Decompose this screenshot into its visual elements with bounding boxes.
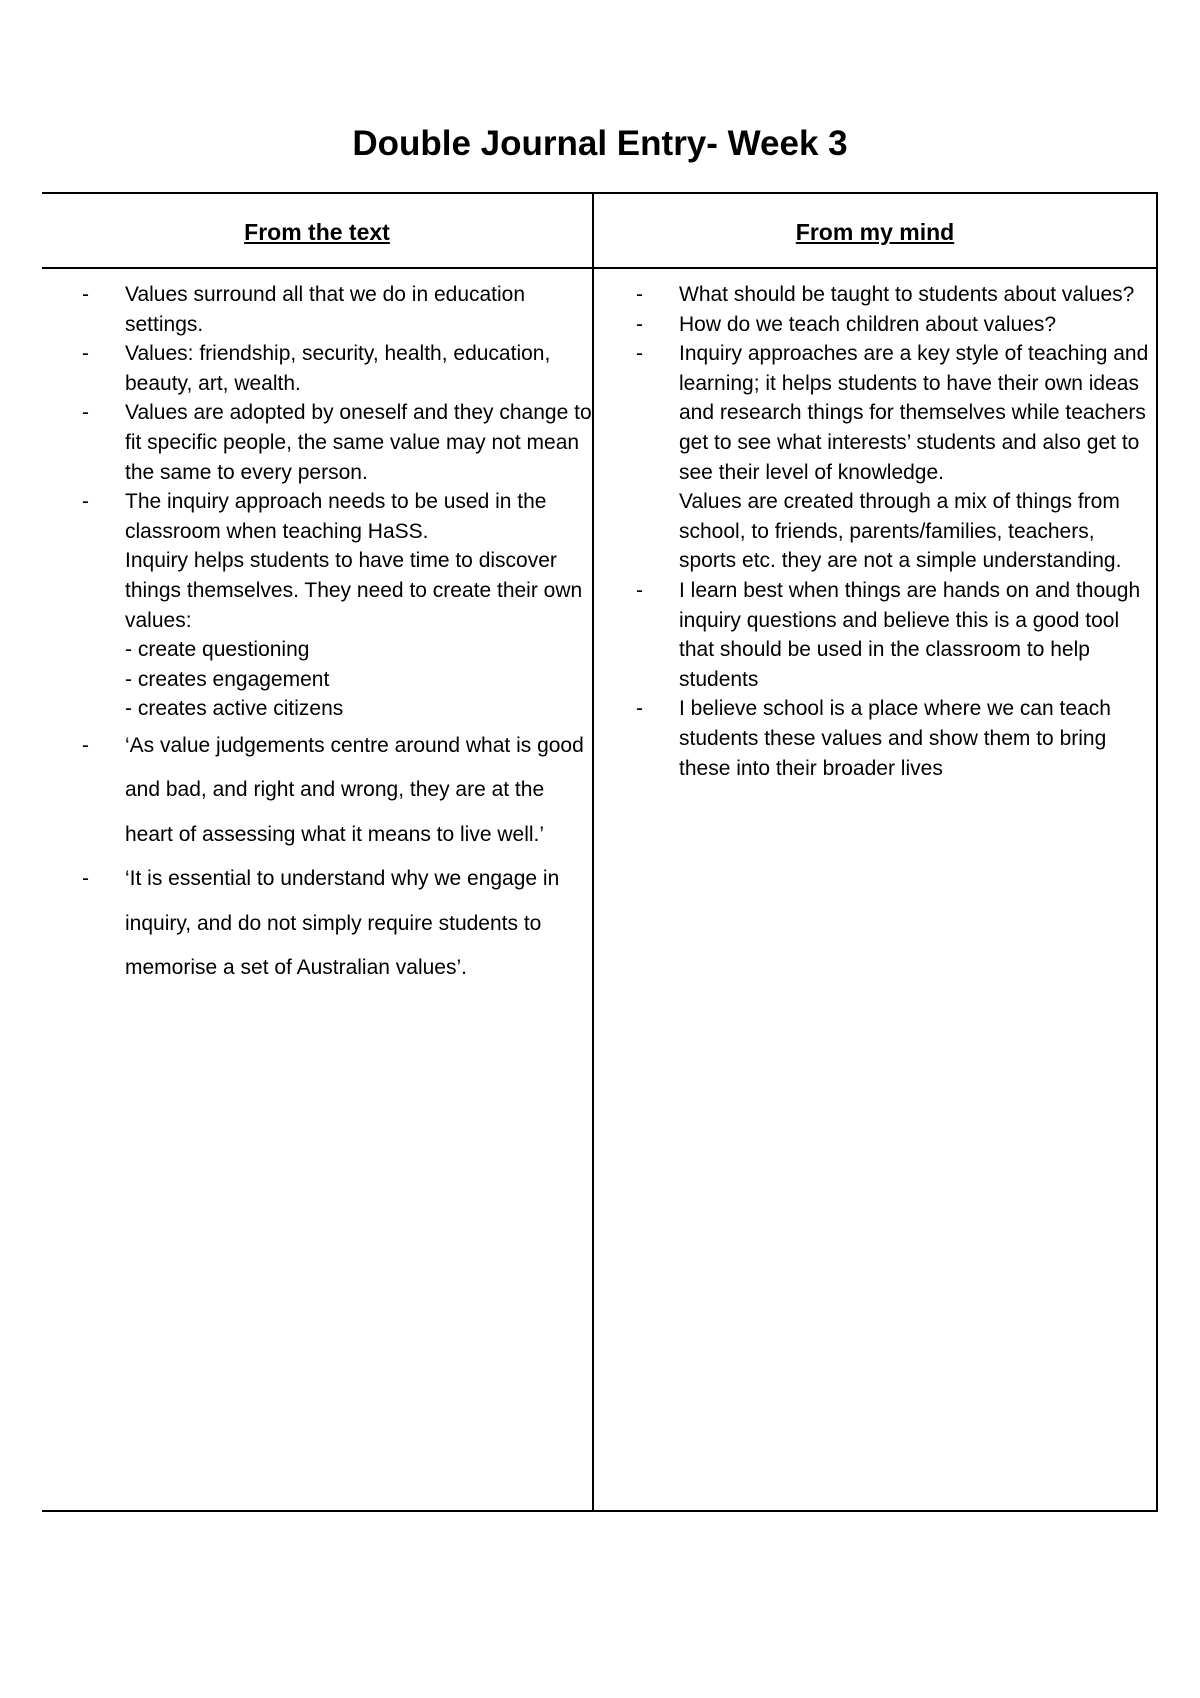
document-title: Double Journal Entry- Week 3: [352, 124, 848, 163]
dash-bullet: -: [636, 342, 643, 366]
list-item-text: Values: friendship, security, health, education, beauty, art, wealth.: [125, 342, 551, 395]
dash-bullet: -: [636, 312, 643, 336]
dash-bullet: -: [82, 342, 89, 366]
quote-text: ‘It is essential to understand why we engage in inquiry, and do not simply require students to memorise a set of Australian values’.: [125, 867, 560, 980]
list-item: [636, 310, 1156, 340]
dash-bullet: -: [636, 283, 643, 306]
dash-bullet: -: [82, 490, 89, 514]
list-item-text: I learn best when things are hands on and though inquiry questions and believe this is a good tool that should be used in the classroom to help students: [679, 578, 1141, 691]
sub-item: - create questioning: [125, 638, 310, 662]
list-item: [636, 576, 1156, 694]
list-item-text: How do we teach children about values?: [679, 312, 1057, 336]
list-item-text: Values surround all that we do in education settings.: [125, 283, 526, 336]
header-from-the-text: From the text: [244, 219, 390, 245]
list-item: [636, 339, 1156, 487]
continuation-paragraph: Inquiry helps students to have time to discover things themselves. They need to create their own values:: [125, 549, 583, 632]
dash-bullet: -: [82, 283, 89, 306]
sub-item: - creates engagement: [125, 667, 330, 691]
list-item-text: Inquiry approaches are a key style of teaching and learning; it helps students to have their own ideas and research things for themselves while teachers get to see what interests’ students and also get to see their level of knowledge.: [679, 342, 1149, 484]
list-item-text: The inquiry approach needs to be used in the classroom when teaching HaSS.: [125, 490, 547, 543]
list-item: [82, 398, 594, 487]
list-item-text: Values are adopted by oneself and they change to fit specific people, the same value may not mean the same to every person.: [125, 401, 592, 484]
list-item: [636, 694, 1156, 783]
list-item-text: I believe school is a place where we can teach students these values and show them to bring these into their broader lives: [679, 697, 1111, 780]
dash-bullet: -: [82, 401, 89, 425]
list-item: [82, 339, 594, 398]
quote-item: [82, 724, 594, 858]
left-column-body: [82, 280, 594, 991]
list-item: [636, 280, 1156, 310]
list-item: [82, 280, 594, 339]
header-from-my-mind: From my mind: [795, 219, 955, 245]
dash-bullet: -: [636, 697, 643, 721]
continuation-paragraph: Values are created through a mix of things from school, to friends, parents/families, teachers, sports etc. they are not a simple understanding.: [679, 490, 1122, 573]
sub-item: - creates active citizens: [125, 697, 344, 721]
right-column-body: [636, 280, 1156, 783]
quote-item: [82, 857, 594, 991]
dash-bullet: -: [82, 867, 89, 891]
quote-text: ‘As value judgements centre around what is good and bad, and right and wrong, they are at the heart of assessing what it means to live well.’: [125, 733, 584, 846]
journal-table: [42, 192, 1158, 1512]
header-rule: [42, 267, 1156, 269]
list-item-text: What should be taught to students about values?: [679, 283, 1135, 306]
dash-bullet: -: [82, 733, 89, 757]
dash-bullet: -: [636, 578, 643, 602]
list-item: [82, 487, 594, 546]
